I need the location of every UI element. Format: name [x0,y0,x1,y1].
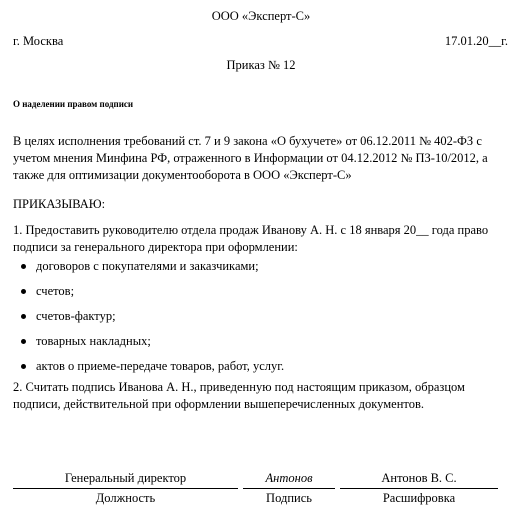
preamble-paragraph: В целях исполнения требований ст. 7 и 9 закона «О бухучете» от 06.12.2011 № 402-ФЗ с учетом мнения Минфина РФ, отраженного в Информации от 04.12.2012 № ПЗ-10/2012, а также для оптимизации документооборота в ООО «Эксперт-С» [13,134,488,182]
order-title: Приказ № 12 [226,58,296,72]
list-item-text: актов о приеме-передаче товаров, работ, услуг. [36,359,285,373]
order-item-2: 2. Считать подпись Иванова А. Н., приведенную под настоящим приказом, образцом подписи, действительной при оформлении вышеперечисленных документов. [13,380,465,411]
document-date: 17.01.20__г. [444,34,508,48]
position-caption: Должность [95,491,156,505]
document-type-list [13,254,284,379]
position-value: Генеральный директор [64,471,187,485]
signature-caption: Подпись [266,491,312,505]
list-item [13,304,284,329]
order-item-1: 1. Предоставить руководителю отдела продаж Иванову А. Н. с 18 января 20__ года право подписи за генерального директора при оформлении: [13,223,489,254]
list-item-text: товарных накладных; [36,334,151,348]
signature-value: Антонов [265,471,313,485]
orders-word: ПРИКАЗЫВАЮ: [13,197,106,211]
list-item-text: счетов-фактур; [36,309,116,323]
list-item [13,354,284,379]
order-subject: О наделении правом подписи [13,99,134,109]
bullet-icon [21,339,26,344]
bullet-icon [21,264,26,269]
company-name: ООО «Эксперт-С» [211,9,311,23]
list-item [13,254,284,279]
signature-line [243,488,335,489]
list-item [13,279,284,304]
bullet-icon [21,314,26,319]
decoding-value: Антонов В. С. [381,471,457,485]
bullet-icon [21,289,26,294]
position-line [13,488,238,489]
list-item [13,329,284,354]
list-item-text: договоров с покупателями и заказчиками; [36,259,259,273]
bullet-icon [21,364,26,369]
city: г. Москва [13,34,64,48]
decoding-line [340,488,498,489]
decoding-caption: Расшифровка [382,491,456,505]
list-item-text: счетов; [36,284,75,298]
